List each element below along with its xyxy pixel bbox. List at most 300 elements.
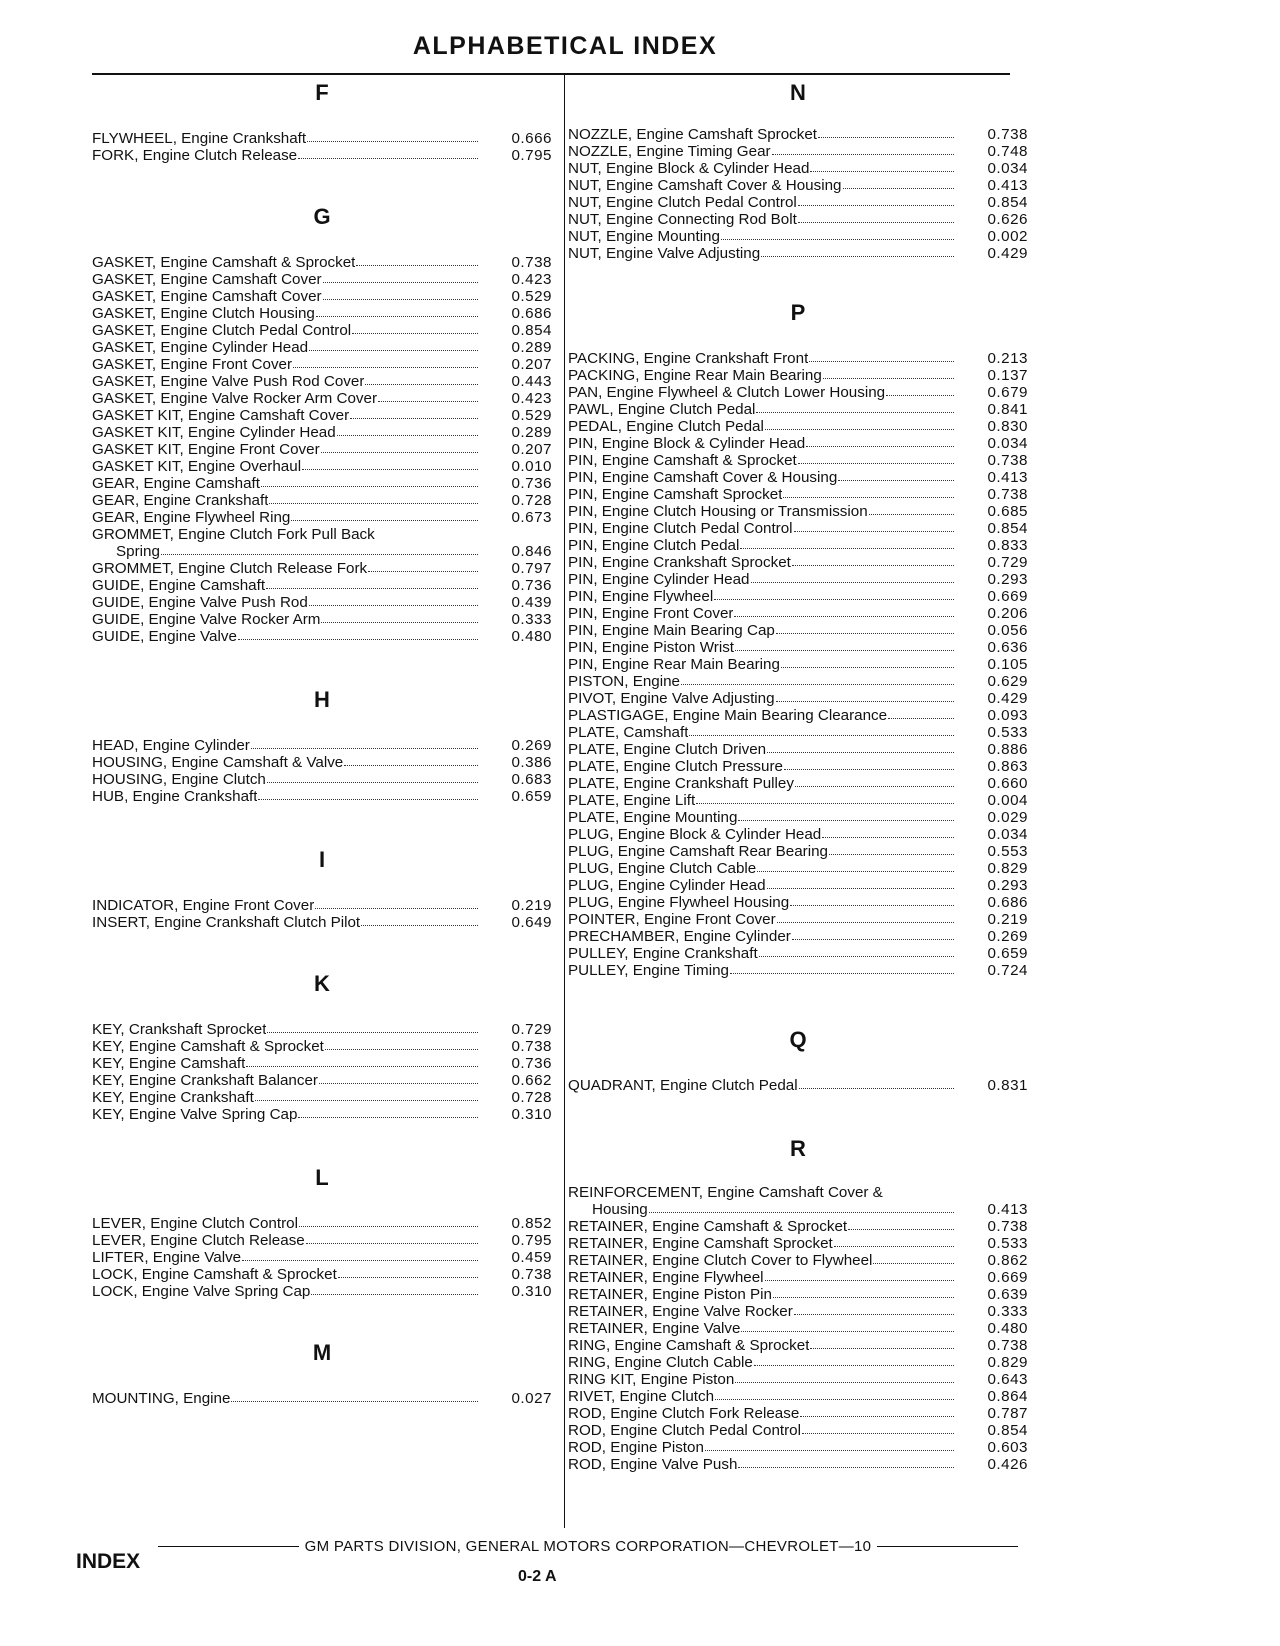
index-entry: [568, 367, 1028, 384]
dot-leader: [261, 475, 478, 487]
entry-name: PIN, Engine Piston Wrist: [568, 639, 735, 656]
index-entry: [92, 356, 552, 373]
entry-name: REINFORCEMENT, Engine Camshaft Cover &: [568, 1184, 883, 1201]
entry-name: NUT, Engine Mounting: [568, 228, 720, 245]
entry-name: GUIDE, Engine Camshaft: [92, 577, 266, 594]
dot-leader: [681, 673, 954, 685]
entry-page-ref: 0.480: [511, 628, 552, 645]
entry-page-ref: 0.333: [987, 1303, 1028, 1320]
dot-leader: [321, 611, 478, 623]
entry-page-ref: 0.683: [511, 771, 552, 788]
entry-name: PIN, Engine Crankshaft Sprocket: [568, 554, 791, 571]
index-entry: [92, 339, 552, 356]
entry-name: PIN, Engine Front Cover: [568, 605, 734, 622]
entry-page-ref: 0.413: [987, 469, 1028, 486]
entry-page-ref: 0.852: [511, 1215, 552, 1232]
index-entry: [92, 424, 552, 441]
entry-page-ref: 0.729: [511, 1021, 552, 1038]
entry-page-ref: 0.439: [511, 594, 552, 611]
index-entry: [92, 914, 552, 931]
entry-list: [92, 130, 552, 164]
section-letter: R: [790, 1136, 806, 1161]
index-entry: [92, 271, 552, 288]
index-entry: [568, 843, 1028, 860]
entry-name: PLATE, Camshaft: [568, 724, 689, 741]
index-entry: [568, 724, 1028, 741]
entry-page-ref: 0.429: [987, 690, 1028, 707]
index-entry: [92, 771, 552, 788]
dot-leader: [715, 1388, 954, 1400]
entry-name: PIVOT, Engine Valve Adjusting: [568, 690, 775, 707]
entry-name: PEDAL, Engine Clutch Pedal: [568, 418, 764, 435]
index-entry: [92, 543, 552, 560]
entry-name: PAN, Engine Flywheel & Clutch Lower Housing: [568, 384, 886, 401]
dot-leader: [798, 211, 954, 223]
entry-page-ref: 0.426: [987, 1456, 1028, 1473]
entry-name: GASKET, Engine Clutch Housing: [92, 305, 315, 322]
dot-leader: [325, 1038, 478, 1050]
dot-leader: [783, 486, 954, 498]
entry-page-ref: 0.736: [511, 577, 552, 594]
index-entry: [568, 809, 1028, 826]
index-entry: [568, 1201, 1028, 1218]
entry-name: GROMMET, Engine Clutch Release Fork: [92, 560, 368, 577]
entry-page-ref: 0.673: [511, 509, 552, 526]
dot-leader: [776, 622, 954, 634]
entry-page-ref: 0.829: [987, 1354, 1028, 1371]
entry-name: PIN, Engine Camshaft Sprocket: [568, 486, 783, 503]
index-entry: [568, 673, 1028, 690]
entry-page-ref: 0.629: [987, 673, 1028, 690]
entry-page-ref: 0.738: [987, 1218, 1028, 1235]
footer-rule-right: [877, 1546, 1018, 1547]
dot-leader: [773, 1286, 954, 1298]
entry-name: GASKET KIT, Engine Front Cover: [92, 441, 320, 458]
dot-leader: [689, 724, 954, 736]
index-entry: [568, 1405, 1028, 1422]
entry-page-ref: 0.293: [987, 877, 1028, 894]
index-entry: [568, 143, 1028, 160]
entry-name: GASKET KIT, Engine Cylinder Head: [92, 424, 336, 441]
entry-name: ROD, Engine Clutch Pedal Control: [568, 1422, 801, 1439]
dot-leader: [869, 503, 954, 515]
dot-leader: [350, 407, 478, 419]
dot-leader: [838, 469, 954, 481]
index-entry: [92, 1232, 552, 1249]
index-section-h: [92, 685, 552, 805]
dot-leader: [298, 147, 478, 159]
entry-name: Housing: [592, 1201, 648, 1218]
dot-leader: [822, 826, 954, 838]
dot-leader: [323, 271, 478, 283]
index-section-l: [92, 1163, 552, 1300]
entry-name: GEAR, Engine Camshaft: [92, 475, 260, 492]
entry-page-ref: 0.736: [511, 475, 552, 492]
entry-name: RING, Engine Clutch Cable: [568, 1354, 753, 1371]
dot-leader: [754, 1354, 954, 1366]
entry-name: FLYWHEEL, Engine Crankshaft: [92, 130, 307, 147]
entry-name: PIN, Engine Clutch Pedal: [568, 537, 740, 554]
index-entry: [92, 1021, 552, 1038]
index-section-p: [568, 298, 1028, 979]
entry-page-ref: 0.854: [511, 322, 552, 339]
entry-name: PIN, Engine Clutch Housing or Transmission: [568, 503, 868, 520]
index-entry: [568, 588, 1028, 605]
index-entry: [568, 160, 1028, 177]
index-entry: [568, 554, 1028, 571]
entry-name: KEY, Engine Crankshaft: [92, 1089, 254, 1106]
entry-page-ref: 0.004: [987, 792, 1028, 809]
entry-page-ref: 0.686: [511, 305, 552, 322]
entry-name: KEY, Crankshaft Sprocket: [92, 1021, 267, 1038]
entry-page-ref: 0.797: [511, 560, 552, 577]
entry-page-ref: 0.679: [987, 384, 1028, 401]
dot-leader: [307, 130, 478, 142]
entry-page-ref: 0.738: [511, 1266, 552, 1283]
entry-name: KEY, Engine Camshaft: [92, 1055, 246, 1072]
entry-name: GEAR, Engine Flywheel Ring: [92, 509, 291, 526]
index-entry: [568, 1439, 1028, 1456]
entry-page-ref: 0.639: [987, 1286, 1028, 1303]
index-entry: [568, 228, 1028, 245]
index-section-q: [568, 1025, 1028, 1094]
index-entry: [568, 1269, 1028, 1286]
index-entry: [568, 962, 1028, 979]
index-entry: [92, 560, 552, 577]
footer-section-label: INDEX: [76, 1550, 141, 1573]
dot-leader: [161, 543, 478, 555]
entry-name: GEAR, Engine Crankshaft: [92, 492, 269, 509]
index-entry: [568, 211, 1028, 228]
entry-page-ref: 0.830: [987, 418, 1028, 435]
entry-page-ref: 0.738: [987, 126, 1028, 143]
entry-page-ref: 0.886: [987, 741, 1028, 758]
entry-page-ref: 0.413: [987, 1201, 1028, 1218]
index-entry: [568, 928, 1028, 945]
index-entry: [568, 775, 1028, 792]
index-section-g: [92, 202, 552, 645]
entry-page-ref: 0.027: [511, 1390, 552, 1407]
entry-page-ref: 0.213: [987, 350, 1028, 367]
index-entry: [568, 656, 1028, 673]
dot-leader: [756, 401, 954, 413]
entry-list: [568, 126, 1028, 262]
dot-leader: [818, 126, 954, 138]
index-entry: [568, 537, 1028, 554]
index-entry: [568, 894, 1028, 911]
entry-page-ref: 0.666: [511, 130, 552, 147]
index-entry: [568, 194, 1028, 211]
entry-name: PLASTIGAGE, Engine Main Bearing Clearance: [568, 707, 888, 724]
entry-name: ROD, Engine Valve Push: [568, 1456, 738, 1473]
index-entry: [92, 788, 552, 805]
dot-leader: [323, 288, 478, 300]
dot-leader: [765, 418, 954, 430]
entry-page-ref: 0.269: [511, 737, 552, 754]
index-entry: [92, 1390, 552, 1407]
index-section-i: [92, 845, 552, 931]
entry-name: MOUNTING, Engine: [92, 1390, 231, 1407]
entry-page-ref: 0.738: [987, 486, 1028, 503]
entry-page-ref: 0.660: [987, 775, 1028, 792]
page-title: ALPHABETICAL INDEX: [412, 32, 718, 60]
entry-page-ref: 0.787: [987, 1405, 1028, 1422]
dot-leader: [311, 1283, 478, 1295]
dot-leader: [759, 945, 954, 957]
dot-leader: [810, 1337, 954, 1349]
dot-leader: [776, 690, 954, 702]
dot-leader: [352, 322, 478, 334]
entry-page-ref: 0.459: [511, 1249, 552, 1266]
dot-leader: [848, 1218, 954, 1230]
index-entry: [92, 509, 552, 526]
entry-page-ref: 0.728: [511, 492, 552, 509]
entry-name: PLUG, Engine Flywheel Housing: [568, 894, 790, 911]
entry-name: GROMMET, Engine Clutch Fork Pull Back: [92, 526, 375, 543]
entry-name: GASKET, Engine Camshaft Cover: [92, 288, 322, 305]
dot-leader: [246, 1055, 478, 1067]
dot-leader: [741, 1320, 954, 1332]
dot-leader: [242, 1249, 478, 1261]
dot-leader: [772, 143, 954, 155]
entry-page-ref: 0.829: [987, 860, 1028, 877]
entry-page-ref: 0.105: [987, 656, 1028, 673]
dot-leader: [740, 537, 954, 549]
index-entry: [92, 577, 552, 594]
dot-leader: [834, 1235, 954, 1247]
entry-name: PIN, Engine Clutch Pedal Control: [568, 520, 793, 537]
dot-leader: [344, 754, 478, 766]
entry-page-ref: 0.034: [987, 826, 1028, 843]
entry-name: PIN, Engine Camshaft Cover & Housing: [568, 469, 838, 486]
entry-page-ref: 0.669: [987, 1269, 1028, 1286]
index-entry: [568, 860, 1028, 877]
title-rule: [92, 73, 1010, 75]
index-entry: [568, 1456, 1028, 1473]
index-entry: [568, 605, 1028, 622]
index-entry: [568, 1218, 1028, 1235]
dot-leader: [309, 594, 478, 606]
entry-page-ref: 0.736: [511, 1055, 552, 1072]
dot-leader: [810, 160, 954, 172]
index-entry: [568, 503, 1028, 520]
section-letter: M: [312, 1340, 332, 1365]
dot-leader: [784, 758, 954, 770]
entry-name: RING, Engine Camshaft & Sprocket: [568, 1337, 810, 1354]
entry-page-ref: 0.831: [987, 1077, 1028, 1094]
dot-leader: [829, 843, 954, 855]
dot-leader: [293, 356, 478, 368]
index-entry: [92, 1072, 552, 1089]
index-entry: [568, 707, 1028, 724]
index-entry: [92, 147, 552, 164]
dot-leader: [368, 560, 478, 572]
index-entry: [92, 737, 552, 754]
entry-name: PLATE, Engine Lift: [568, 792, 696, 809]
index-entry: [92, 288, 552, 305]
index-entry: [568, 690, 1028, 707]
index-entry: [568, 1422, 1028, 1439]
entry-page-ref: 0.738: [511, 254, 552, 271]
dot-leader: [734, 605, 954, 617]
section-letter: Q: [789, 1027, 807, 1052]
entry-name: PIN, Engine Cylinder Head: [568, 571, 750, 588]
index-entry: [568, 571, 1028, 588]
entry-name: RETAINER, Engine Flywheel: [568, 1269, 764, 1286]
dot-leader: [356, 254, 478, 266]
entry-list: [92, 254, 552, 645]
entry-page-ref: 0.386: [511, 754, 552, 771]
entry-name: NUT, Engine Block & Cylinder Head: [568, 160, 810, 177]
index-entry: [568, 1354, 1028, 1371]
entry-name: KEY, Engine Camshaft & Sprocket: [92, 1038, 324, 1055]
index-entry: [92, 1266, 552, 1283]
entry-page-ref: 0.219: [987, 911, 1028, 928]
entry-list: [568, 1077, 1028, 1094]
entry-name: PIN, Engine Rear Main Bearing: [568, 656, 780, 673]
dot-leader: [794, 1303, 954, 1315]
entry-page-ref: 0.626: [987, 211, 1028, 228]
dot-leader: [255, 1089, 478, 1101]
entry-page-ref: 0.841: [987, 401, 1028, 418]
entry-name: PLUG, Engine Cylinder Head: [568, 877, 766, 894]
dot-leader: [714, 588, 954, 600]
index-section-r: [568, 1134, 1028, 1473]
dot-leader: [888, 707, 954, 719]
index-entry: [568, 1077, 1028, 1094]
dot-leader: [809, 350, 954, 362]
index-entry: [92, 754, 552, 771]
dot-leader: [338, 1266, 478, 1278]
entry-page-ref: 0.649: [511, 914, 552, 931]
entry-name: KEY, Engine Valve Spring Cap: [92, 1106, 298, 1123]
entry-name: INDICATOR, Engine Front Cover: [92, 897, 315, 914]
entry-name: QUADRANT, Engine Clutch Pedal: [568, 1077, 798, 1094]
index-entry: [568, 877, 1028, 894]
entry-page-ref: 0.443: [511, 373, 552, 390]
entry-page-ref: 0.093: [987, 707, 1028, 724]
entry-name: PACKING, Engine Crankshaft Front: [568, 350, 809, 367]
entry-name: NOZZLE, Engine Timing Gear: [568, 143, 771, 160]
entry-name: PIN, Engine Main Bearing Cap: [568, 622, 775, 639]
index-entry: [568, 758, 1028, 775]
section-letter: L: [315, 1165, 329, 1190]
entry-list: [92, 1390, 552, 1407]
dot-leader: [800, 1405, 954, 1417]
footer-publisher: GM PARTS DIVISION, GENERAL MOTORS CORPORATION—CHEVROLET—10: [304, 1538, 872, 1555]
index-entry: [92, 458, 552, 475]
index-entry: [568, 945, 1028, 962]
index-entry: [92, 475, 552, 492]
entry-page-ref: 0.846: [511, 543, 552, 560]
entry-name: GASKET, Engine Valve Rocker Arm Cover: [92, 390, 378, 407]
index-section-n: [568, 78, 1028, 262]
index-entry: [568, 520, 1028, 537]
entry-name: NUT, Engine Camshaft Cover & Housing: [568, 177, 842, 194]
index-entry: [568, 126, 1028, 143]
entry-page-ref: 0.685: [987, 503, 1028, 520]
index-section-f: [92, 78, 552, 164]
index-entry: [568, 1286, 1028, 1303]
section-letter: K: [314, 971, 330, 996]
entry-page-ref: 0.833: [987, 537, 1028, 554]
entry-name: GASKET, Engine Front Cover: [92, 356, 293, 373]
index-entry: [568, 418, 1028, 435]
entry-page-ref: 0.863: [987, 758, 1028, 775]
dot-leader: [267, 771, 478, 783]
dot-leader: [721, 228, 954, 240]
index-entry: [568, 1235, 1028, 1252]
index-entry: [92, 130, 552, 147]
index-entry: [92, 305, 552, 322]
index-entry: [568, 1184, 1028, 1201]
index-entry: [568, 177, 1028, 194]
dot-leader: [649, 1201, 954, 1213]
entry-list: [92, 1215, 552, 1300]
entry-page-ref: 0.748: [987, 143, 1028, 160]
index-entry: [568, 401, 1028, 418]
entry-name: Spring: [116, 543, 160, 560]
entry-name: RETAINER, Engine Camshaft & Sprocket: [568, 1218, 848, 1235]
entry-name: RETAINER, Engine Piston Pin: [568, 1286, 772, 1303]
index-entry: [568, 452, 1028, 469]
section-letter: G: [313, 204, 331, 229]
index-entry: [568, 1320, 1028, 1337]
dot-leader: [231, 1390, 478, 1402]
index-entry: [568, 486, 1028, 503]
entry-page-ref: 0.795: [511, 147, 552, 164]
entry-page-ref: 0.643: [987, 1371, 1028, 1388]
dot-leader: [705, 1439, 954, 1451]
entry-page-ref: 0.429: [987, 245, 1028, 262]
dot-leader: [886, 384, 954, 396]
entry-name: RING KIT, Engine Piston: [568, 1371, 735, 1388]
dot-leader: [738, 809, 954, 821]
index-entry: [92, 1089, 552, 1106]
index-entry: [568, 826, 1028, 843]
entry-page-ref: 0.729: [987, 554, 1028, 571]
index-entry: [568, 469, 1028, 486]
dot-leader: [316, 305, 478, 317]
entry-page-ref: 0.310: [511, 1106, 552, 1123]
entry-name: PLATE, Engine Clutch Driven: [568, 741, 767, 758]
index-entry: [92, 322, 552, 339]
entry-page-ref: 0.795: [511, 1232, 552, 1249]
entry-page-ref: 0.010: [511, 458, 552, 475]
index-entry: [92, 1106, 552, 1123]
entry-page-ref: 0.207: [511, 356, 552, 373]
entry-page-ref: 0.034: [987, 160, 1028, 177]
entry-page-ref: 0.310: [511, 1283, 552, 1300]
dot-leader: [361, 914, 478, 926]
entry-name: RETAINER, Engine Camshaft Sprocket: [568, 1235, 833, 1252]
entry-name: GASKET, Engine Cylinder Head: [92, 339, 309, 356]
entry-name: LOCK, Engine Camshaft & Sprocket: [92, 1266, 337, 1283]
footer-publisher-line: [158, 1538, 1018, 1555]
entry-name: PIN, Engine Camshaft & Sprocket: [568, 452, 797, 469]
index-entry: [92, 1055, 552, 1072]
dot-leader: [269, 492, 478, 504]
dot-leader: [298, 1106, 478, 1118]
entry-page-ref: 0.219: [511, 897, 552, 914]
entry-page-ref: 0.738: [987, 452, 1028, 469]
entry-page-ref: 0.289: [511, 424, 552, 441]
entry-name: KEY, Engine Crankshaft Balancer: [92, 1072, 318, 1089]
dot-leader: [751, 571, 954, 583]
index-entry: [92, 1038, 552, 1055]
entry-name: HUB, Engine Crankshaft: [92, 788, 258, 805]
entry-page-ref: 0.056: [987, 622, 1028, 639]
